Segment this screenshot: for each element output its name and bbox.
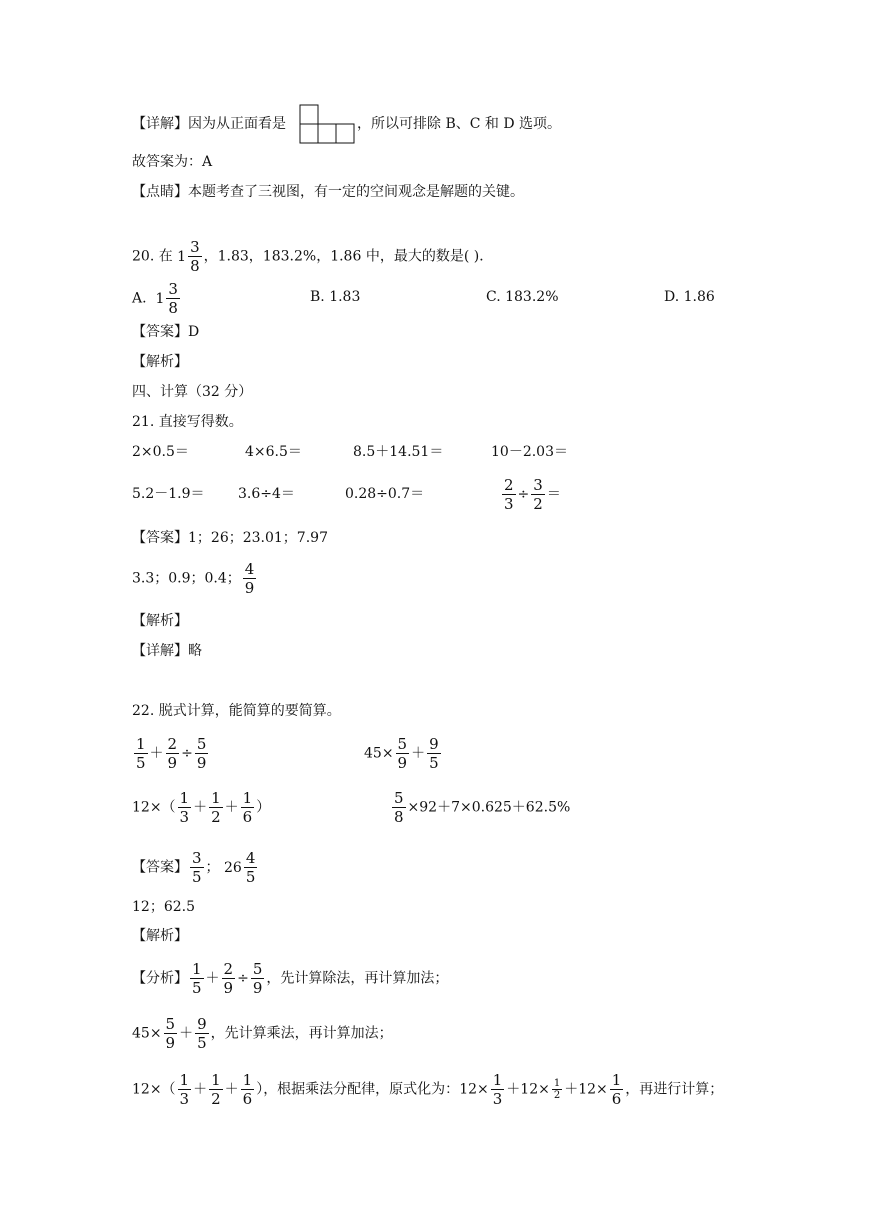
q19-answer: 故答案为：A xyxy=(132,154,213,170)
q19-detail-tail: ，所以可排除 B、C 和 D 选项。 xyxy=(357,116,562,132)
q20-option-b: B. 1.83 xyxy=(310,289,361,305)
q21-answer-cont: 3.3；0.9；0.4； $\frac{4}{9}$ xyxy=(132,560,255,597)
q20-answer: 【答案】D xyxy=(132,324,200,340)
q22-stem: 22. 脱式计算，能简算的要简算。 xyxy=(132,703,341,719)
q21-item: 8.5＋14.51＝ xyxy=(353,444,444,460)
q20-option-d: D. 1.86 xyxy=(664,289,715,305)
q20-option-a: A. 1 $\frac{3}{8}$ xyxy=(132,280,178,317)
q22-answer: 【答案】 $\frac{3}{5}$ ； 26 $\frac{4}{5}$ xyxy=(132,849,256,886)
q22-analysis: 【解析】 xyxy=(132,928,188,944)
q20-analysis: 【解析】 xyxy=(132,354,188,370)
q22-analysis-3: 12×（ $\frac{1}{3}$ ＋ $\frac{1}{2}$ ＋ $\frac{1}{6}$ ），根据乘法分配律，原式化为：12× $\frac{1}{3}$ ＋12× $\frac{1}{2}$ ＋12× $\frac{1}{6}$ ，再进行计算； xyxy=(132,1071,724,1108)
q22-analysis-2: 45× $\frac{5}{9}$ ＋ $\frac{9}{5}$ ，先计算乘法，再计算加法； xyxy=(132,1015,393,1052)
q21-item: 2×0.5＝ xyxy=(132,444,189,460)
q22-answer-cont: 12；62.5 xyxy=(132,899,195,915)
q21-item: 0.28÷0.7＝ xyxy=(345,486,425,502)
q21-answer: 【答案】1；26；23.01；7.97 xyxy=(132,530,328,546)
q21-item: 4×6.5＝ xyxy=(245,444,302,460)
q21-detail: 【详解】略 xyxy=(132,643,202,659)
q21-analysis: 【解析】 xyxy=(132,613,188,629)
q21-item: 3.6÷4＝ xyxy=(238,486,295,502)
mixed-number: 1 $\frac{3}{8}$ xyxy=(177,238,200,275)
section-heading: 四、计算（32 分） xyxy=(132,384,253,400)
q22-analysis-1: 【分析】 $\frac{1}{5}$ ＋ $\frac{2}{9}$ ÷ $\frac{5}{9}$ ，先计算除法，再计算加法； xyxy=(132,960,449,997)
q21-item: 5.2－1.9＝ xyxy=(132,486,205,502)
q19-comment: 【点睛】本题考查了三视图，有一定的空间观念是解题的关键。 xyxy=(132,184,524,200)
q20-stem: 20. 在 1 $\frac{3}{8}$ ，1.83，183.2%，1.86 中，最大的数是( )． xyxy=(132,238,494,275)
q21-fraction-item: $\frac{2}{3}$ ÷ $\frac{3}{2}$ ＝ xyxy=(504,476,561,513)
q20-option-c: C. 183.2% xyxy=(486,289,559,305)
q19-detail: 【详解】因为从正面看是 xyxy=(132,116,286,132)
q21-item: 10－2.03＝ xyxy=(491,444,568,460)
q21-stem: 21. 直接写得数。 xyxy=(132,414,243,430)
front-view-figure xyxy=(299,104,357,144)
q22-expr-1: $\frac{1}{5}$ ＋ $\frac{2}{9}$ ÷ $\frac{5}{9}$ xyxy=(136,735,207,772)
q22-expr-3: 12×（ $\frac{1}{3}$ ＋ $\frac{1}{2}$ ＋ $\frac{1}{6}$ ） xyxy=(132,789,271,826)
q22-expr-4: $\frac{5}{8}$ ×92＋7×0.625＋62.5% xyxy=(394,789,571,826)
q22-expr-2: 45× $\frac{5}{9}$ ＋ $\frac{9}{5}$ xyxy=(364,735,439,772)
